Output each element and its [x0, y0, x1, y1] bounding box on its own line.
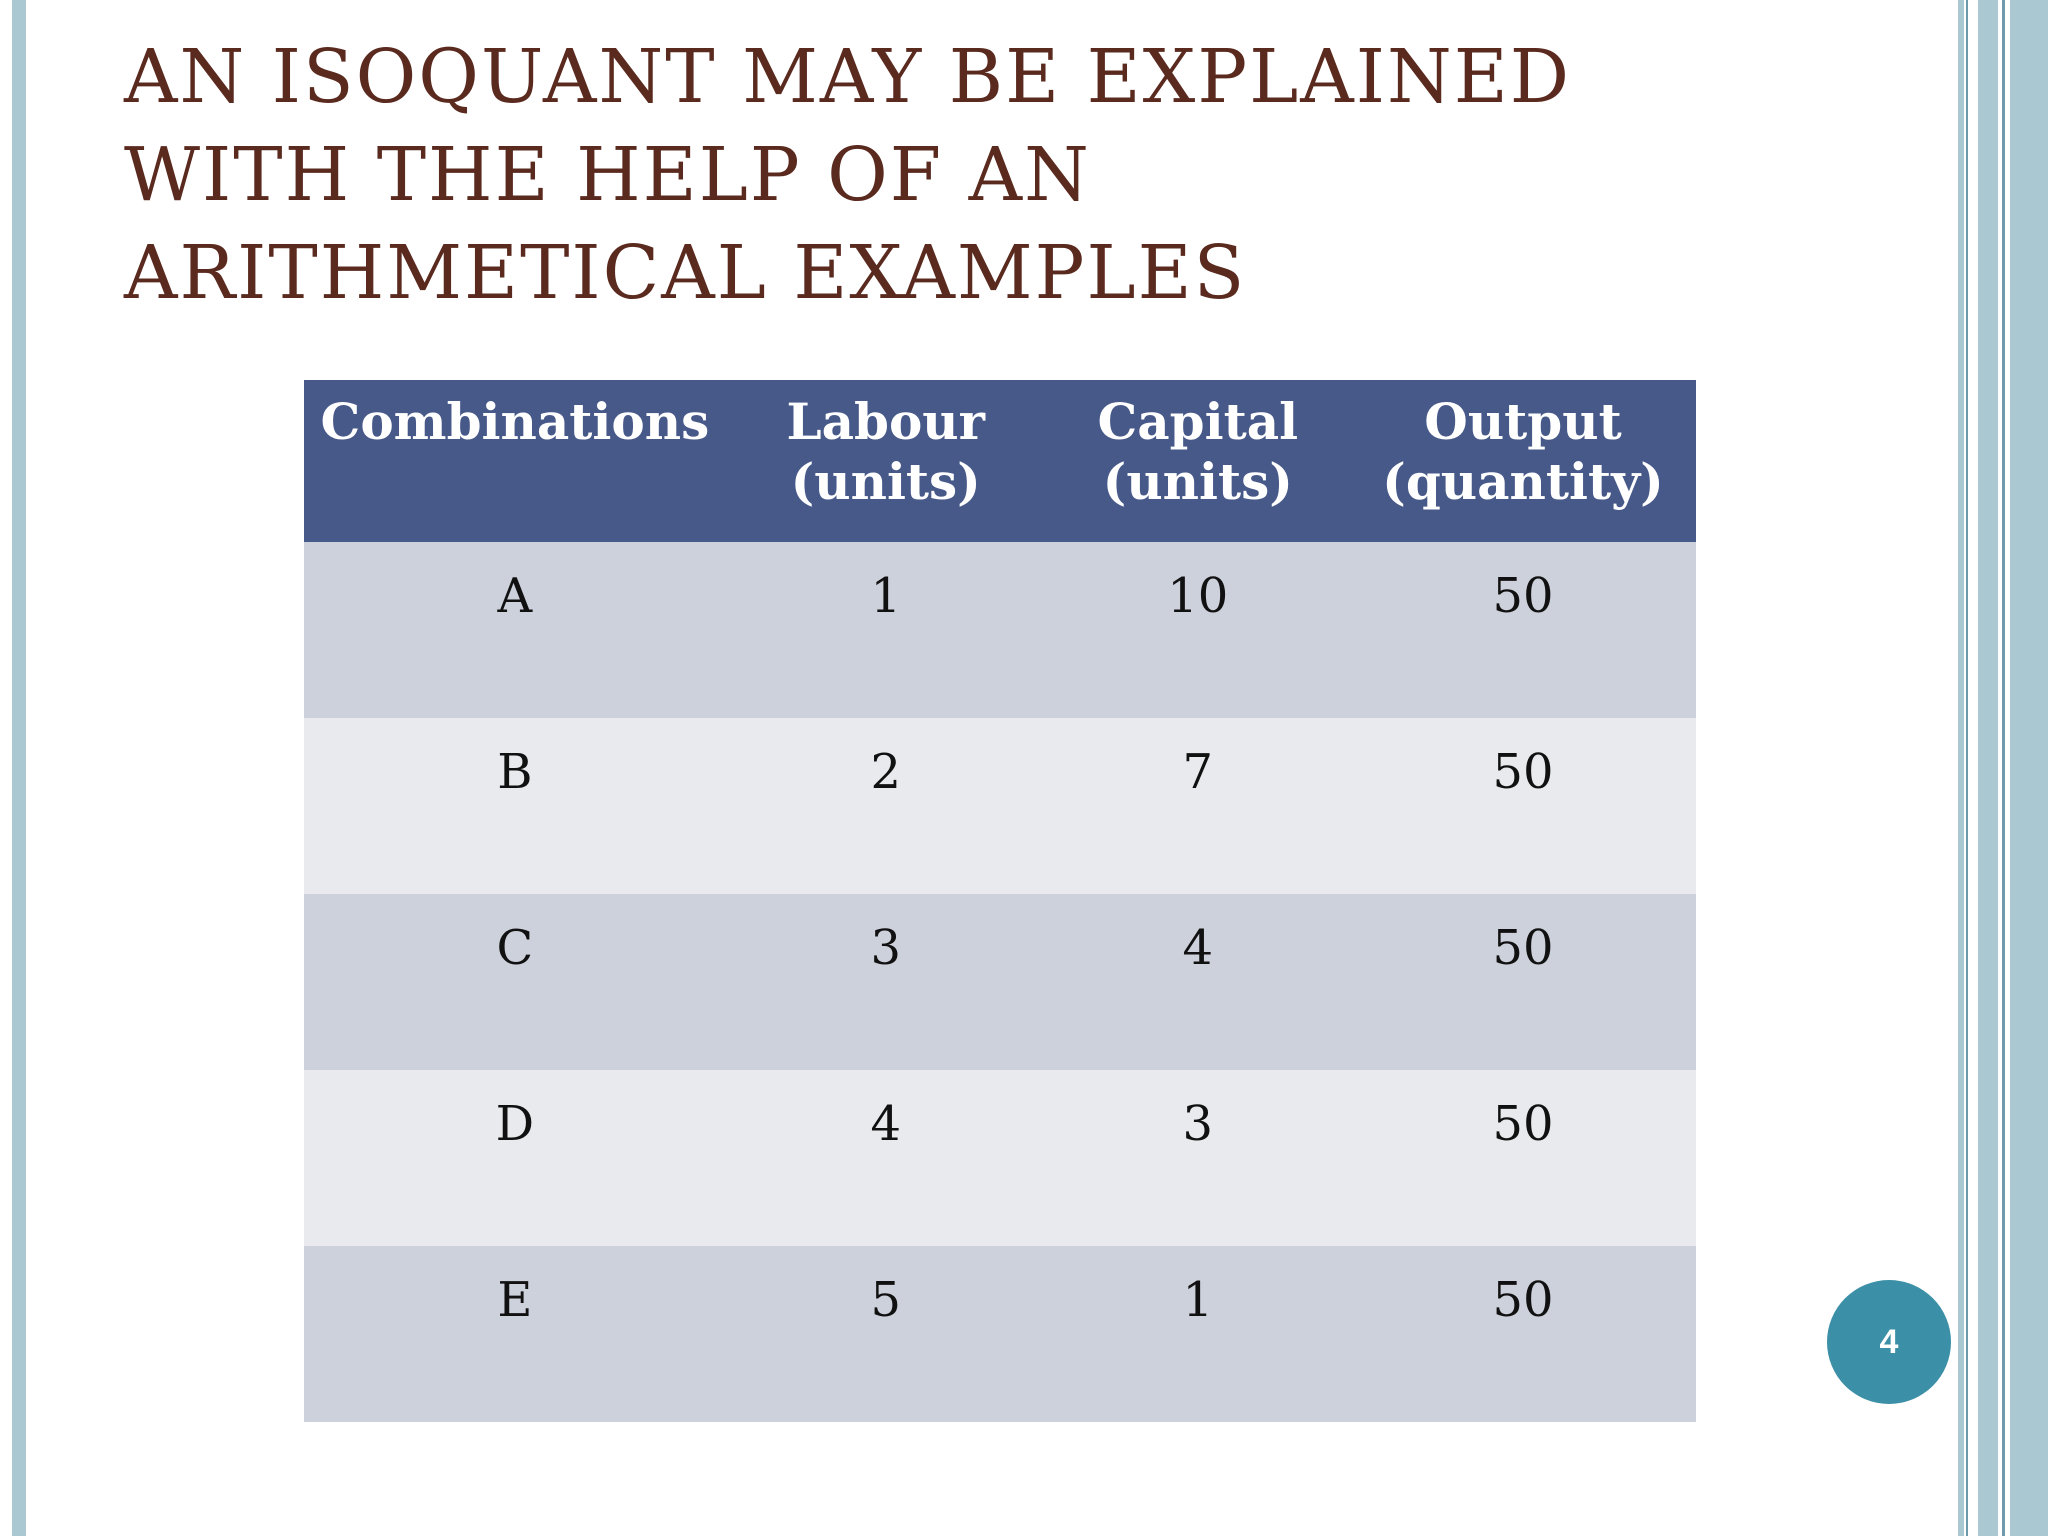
cell-combination: A — [304, 542, 726, 718]
cell-labour: 2 — [726, 718, 1046, 894]
cell-output: 50 — [1350, 894, 1696, 1070]
cell-capital: 3 — [1046, 1070, 1350, 1246]
right-border-stripe — [1978, 0, 1998, 1536]
table-row — [304, 1246, 1696, 1422]
cell-labour: 5 — [726, 1246, 1046, 1422]
header-label: Output — [1424, 392, 1622, 451]
cell-output: 50 — [1350, 718, 1696, 894]
header-unit: (units) — [790, 452, 981, 511]
header-labour — [726, 380, 1046, 542]
table-row — [304, 894, 1696, 1070]
cell-labour: 4 — [726, 1070, 1046, 1246]
header-label: Combinations — [320, 392, 710, 451]
table-row — [304, 542, 1696, 718]
cell-combination: E — [304, 1246, 726, 1422]
slide-title — [124, 28, 1824, 322]
cell-output: 50 — [1350, 542, 1696, 718]
header-unit: (quantity) — [1382, 452, 1664, 511]
cell-capital: 4 — [1046, 894, 1350, 1070]
cell-combination: D — [304, 1070, 726, 1246]
cell-labour: 3 — [726, 894, 1046, 1070]
table-row — [304, 1070, 1696, 1246]
cell-capital: 1 — [1046, 1246, 1350, 1422]
right-border-stripe — [2002, 0, 2005, 1536]
cell-output: 50 — [1350, 1070, 1696, 1246]
right-border-stripe — [2010, 0, 2048, 1536]
header-output — [1350, 380, 1696, 542]
table-header-row — [304, 380, 1696, 542]
header-label: Capital — [1097, 392, 1299, 451]
header-capital — [1046, 380, 1350, 542]
right-border-stripe — [1958, 0, 1964, 1536]
slide-title-line: ARITHMETICAL EXAMPLES — [124, 230, 1247, 316]
right-border-stripe — [1966, 0, 1968, 1536]
cell-combination: C — [304, 894, 726, 1070]
isoquant-table — [304, 380, 1696, 1422]
cell-output: 50 — [1350, 1246, 1696, 1422]
header-label: Labour — [786, 392, 985, 451]
header-unit: (units) — [1102, 452, 1293, 511]
header-combinations — [304, 380, 726, 542]
cell-labour: 1 — [726, 542, 1046, 718]
table-row — [304, 718, 1696, 894]
cell-capital: 7 — [1046, 718, 1350, 894]
page-number-badge: 4 — [1827, 1280, 1951, 1404]
left-border-band — [12, 0, 26, 1536]
slide-title-line: AN ISOQUANT MAY BE EXPLAINED — [124, 34, 1572, 120]
slide-title-line: WITH THE HELP OF AN — [124, 132, 1091, 218]
cell-combination: B — [304, 718, 726, 894]
cell-capital: 10 — [1046, 542, 1350, 718]
